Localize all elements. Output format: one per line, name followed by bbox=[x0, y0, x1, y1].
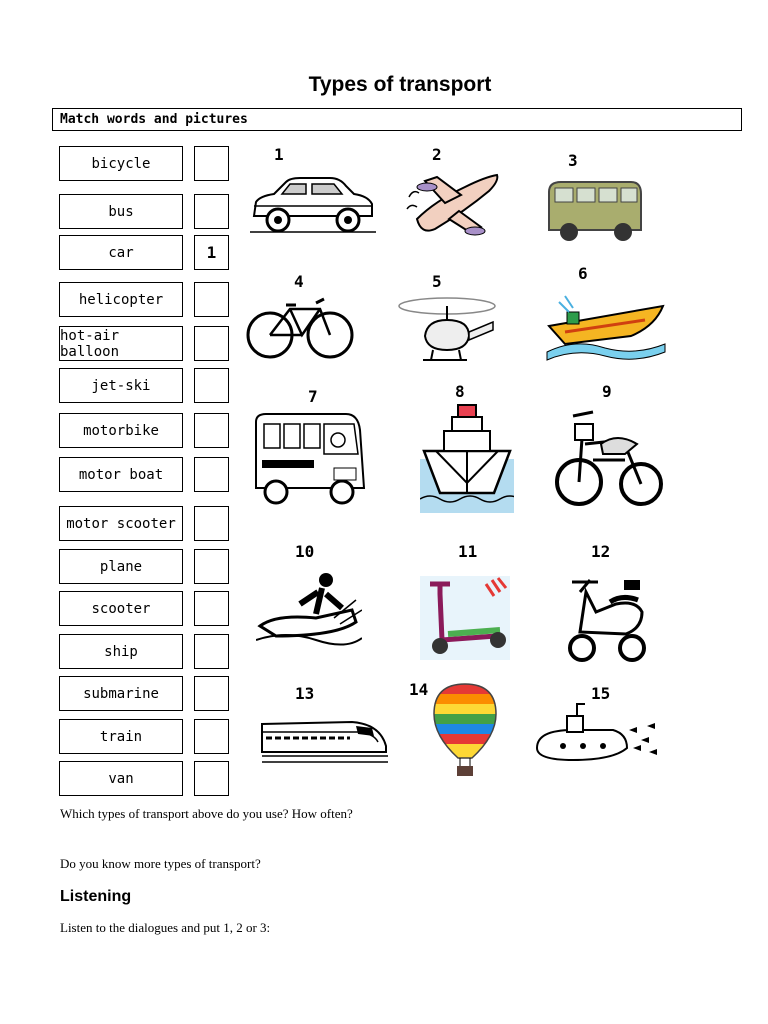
answer-box-ship[interactable] bbox=[194, 634, 229, 669]
word-box-train: train bbox=[59, 719, 183, 754]
listening-heading: Listening bbox=[60, 888, 132, 905]
word-box-hot-air-balloon: hot-air balloon bbox=[59, 326, 183, 361]
picture-number-14: 14 bbox=[409, 680, 429, 699]
van-icon bbox=[545, 178, 645, 244]
plane-icon bbox=[405, 167, 505, 245]
motor-scooter-icon bbox=[566, 572, 650, 668]
answer-box-hot-air-balloon[interactable] bbox=[194, 326, 229, 361]
answer-box-plane[interactable] bbox=[194, 549, 229, 584]
picture-number-12: 12 bbox=[591, 542, 611, 561]
question-use-transport: Which types of transport above do you use? How often? bbox=[60, 806, 353, 821]
hot-air-balloon-icon bbox=[432, 682, 498, 778]
answer-box-bicycle[interactable] bbox=[194, 146, 229, 181]
picture-number-4: 4 bbox=[294, 272, 304, 291]
answer-box-scooter[interactable] bbox=[194, 591, 229, 626]
submarine-icon bbox=[533, 700, 661, 766]
picture-number-1: 1 bbox=[274, 145, 284, 164]
picture-number-7: 7 bbox=[308, 387, 318, 406]
word-box-motor-scooter: motor scooter bbox=[59, 506, 183, 541]
word-box-jet-ski: jet-ski bbox=[59, 368, 183, 403]
answer-box-bus[interactable] bbox=[194, 194, 229, 229]
answer-box-motor-scooter[interactable] bbox=[194, 506, 229, 541]
picture-number-15: 15 bbox=[591, 684, 611, 703]
word-box-helicopter: helicopter bbox=[59, 282, 183, 317]
picture-number-9: 9 bbox=[602, 382, 612, 401]
instruction-box: Match words and pictures bbox=[52, 108, 742, 131]
word-box-ship: ship bbox=[59, 634, 183, 669]
answer-box-van[interactable] bbox=[194, 761, 229, 796]
word-box-bicycle: bicycle bbox=[59, 146, 183, 181]
bus-icon bbox=[250, 410, 370, 506]
word-box-scooter: scooter bbox=[59, 591, 183, 626]
answer-box-motor-boat[interactable] bbox=[194, 457, 229, 492]
answer-box-motorbike[interactable] bbox=[194, 413, 229, 448]
picture-number-10: 10 bbox=[295, 542, 315, 561]
helicopter-icon bbox=[397, 292, 497, 366]
motorbike-icon bbox=[553, 404, 663, 514]
answer-box-helicopter[interactable] bbox=[194, 282, 229, 317]
bicycle-icon bbox=[246, 295, 354, 361]
word-box-submarine: submarine bbox=[59, 676, 183, 711]
picture-number-2: 2 bbox=[432, 145, 442, 164]
word-box-van: van bbox=[59, 761, 183, 796]
word-box-motorbike: motorbike bbox=[59, 413, 183, 448]
car-icon bbox=[250, 172, 376, 236]
word-box-motor-boat: motor boat bbox=[59, 457, 183, 492]
picture-number-11: 11 bbox=[458, 542, 478, 561]
picture-number-5: 5 bbox=[432, 272, 442, 291]
answer-box-train[interactable] bbox=[194, 719, 229, 754]
page-title: Types of transport bbox=[308, 73, 492, 96]
word-box-bus: bus bbox=[59, 194, 183, 229]
ship-icon bbox=[420, 403, 514, 513]
train-icon bbox=[260, 712, 390, 764]
answer-box-car[interactable]: 1 bbox=[194, 235, 229, 270]
answer-box-jet-ski[interactable] bbox=[194, 368, 229, 403]
motor-boat-icon bbox=[545, 292, 669, 364]
question-more-transport: Do you know more types of transport? bbox=[60, 856, 261, 871]
picture-number-6: 6 bbox=[578, 264, 588, 283]
picture-number-8: 8 bbox=[455, 382, 465, 401]
picture-number-3: 3 bbox=[568, 151, 578, 170]
word-box-car: car bbox=[59, 235, 183, 270]
answer-box-submarine[interactable] bbox=[194, 676, 229, 711]
word-box-plane: plane bbox=[59, 549, 183, 584]
jet-ski-icon bbox=[256, 570, 362, 646]
listening-instruction: Listen to the dialogues and put 1, 2 or 3: bbox=[60, 920, 271, 935]
picture-number-13: 13 bbox=[295, 684, 315, 703]
scooter-icon bbox=[420, 576, 510, 660]
